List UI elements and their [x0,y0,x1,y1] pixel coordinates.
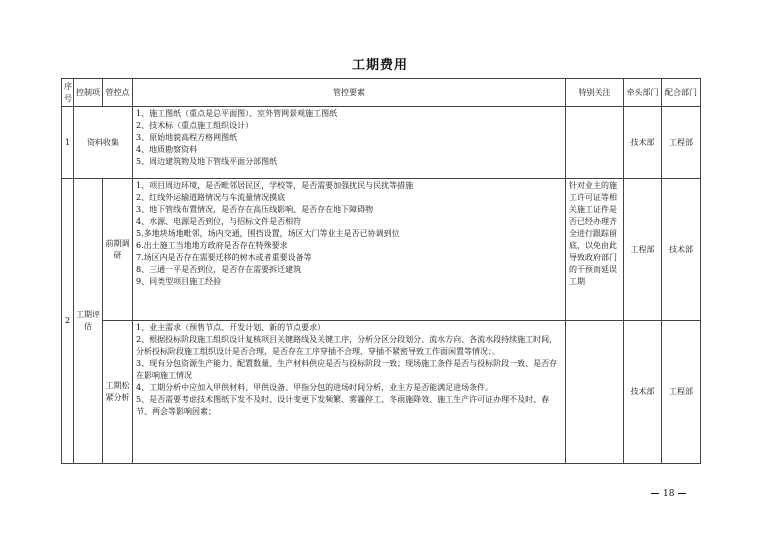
requirement-line: 9、同类型项目施工经验 [136,277,222,286]
header-point: 管控点 [103,79,133,107]
header-requirements: 管控要素 [133,79,566,107]
row-item: 资料收集 [74,107,133,179]
lead-dept: 工程部 [624,179,662,321]
requirement-line: 8、三通一平是否到位，是否存在需要拆迁建筑 [136,265,302,274]
requirement-line: 3、原始地貌高程方格网图纸 [136,133,238,142]
page-number [647,489,690,499]
requirement-line: 4、水源、电源是否到位，与招标文件是否相符 [136,217,302,226]
requirement-line: 6.出土施工当地地方政府是否存在特殊要求 [136,241,288,250]
requirement-line: 3、地下管线布置情况，是否存在高压线影响、是否存在地下障碍物 [136,205,374,214]
requirement-line: 1、业主需求（预售节点、开发计划、新的节点要求） [136,323,326,332]
support-dept: 工程部 [662,107,701,179]
requirement-line: 5、周边建筑物及地下管线平面分部图纸 [136,157,278,166]
requirement-line: 2、红线外运输道路情况与车流量情况摸底 [136,193,286,202]
requirement-line: 5、是否需要考虑技术图纸下发不及时、设计变更下发频繁、雾霾停工、冬雨施降效、施工生产许可证办理不及时、春节、两会等影响因素； [136,395,550,416]
focus-cell [566,321,624,464]
header-item: 控制项 [74,79,103,107]
requirements-cell [133,321,566,464]
table-header-row [62,79,701,107]
requirement-line: 1、项目周边环境，是否毗邻居民区，学校等，是否需要加强扰民与民扰等措施 [136,181,414,190]
header-support: 配合部门 [662,79,701,107]
table-row [62,107,701,179]
requirements-cell [133,179,566,321]
table-row [62,321,701,464]
header-lead: 牵头部门 [624,79,662,107]
lead-dept: 技术部 [624,107,662,179]
requirement-line: 4、工期分析中应加入甲供材料、甲供设备、甲指分包的进场时间分析，业主方是否能满足进场条件。 [136,383,494,392]
row-seq: 1 [62,107,74,179]
page-number-value: 18 [663,489,675,499]
support-dept: 技术部 [662,179,701,321]
requirement-line: 2、技术标（重点施工组织设计） [136,121,254,130]
requirement-line: 7.场区内是否存在需要迁移的树木或者重要设备等 [136,253,312,262]
row-point: 工期松紧分析 [103,321,133,464]
requirement-line: 5.多地块场地毗邻，场内交通，围挡设置，场区大门等业主是否已协调到位 [136,229,400,238]
header-focus: 特别关注 [566,79,624,107]
focus-cell: 针对业主的施工许可证等相关施工证件是否已经办理齐全进行跟踪留底，以免由此导致政府部门的干预而延误工期 [566,179,624,321]
support-dept: 工程部 [662,321,701,464]
row-item: 工期评估 [74,179,103,464]
header-seq: 序号 [62,79,74,107]
schedule-cost-table [61,78,701,464]
focus-cell [566,107,624,179]
requirement-line: 2、根据投标阶段施工组织设计复核项目关键路线及关键工序，分析分区分段划分、流水方向、各流水段持续施工时间，分析投标阶段施工组织设计是否合理，是否存在工序穿插不合理、穿插不紧密导致工作面闲置等情况；。 [136,335,558,356]
row-seq: 2 [62,179,74,464]
requirement-line: 4、地质勘察资料 [136,145,198,154]
lead-dept: 技术部 [624,321,662,464]
row-point: 前期调研 [103,179,133,321]
requirement-line: 1、施工图纸（重点是总平面图）、室外管网景观施工图纸 [136,109,338,118]
requirement-line: 3、现有分包资源生产能力、配置数量、生产材料供应是否与投标阶段一致；现场施工条件是否与投标阶段一致、是否存在影响施工情况 [136,359,558,380]
page-title: 工期费用 [351,58,408,73]
requirements-cell [133,107,566,179]
table-row [62,179,701,321]
